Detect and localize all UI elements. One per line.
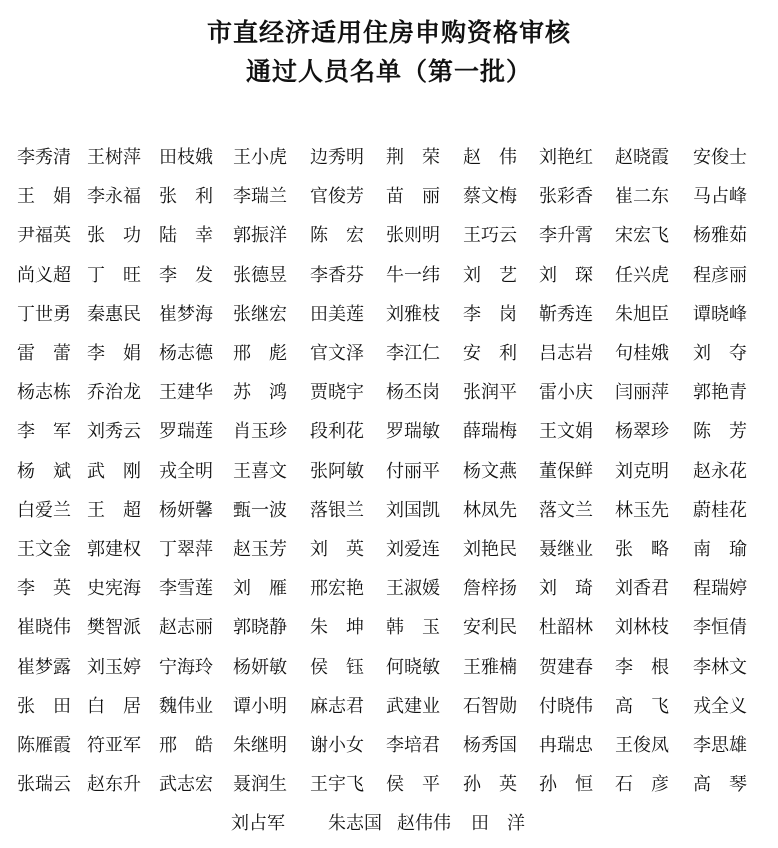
person-name: 王宇飞 <box>310 774 364 796</box>
person-name: 武建业 <box>386 695 440 717</box>
person-name: 郭艳青 <box>693 382 747 404</box>
person-name: 贾晓宇 <box>310 382 364 404</box>
person-name: 蔚桂花 <box>693 499 747 521</box>
person-name: 何晓敏 <box>386 656 440 678</box>
person-name: 付丽平 <box>386 460 440 482</box>
person-name: 孙 英 <box>463 774 517 796</box>
person-name: 武志宏 <box>159 774 213 796</box>
person-name: 武 刚 <box>87 460 141 482</box>
person-name: 薛瑞梅 <box>463 421 517 443</box>
person-name: 付晓伟 <box>539 695 593 717</box>
person-name: 李培君 <box>386 735 440 756</box>
person-name: 麻志君 <box>310 695 364 717</box>
person-name: 段利花 <box>310 421 364 443</box>
person-name: 崔晓伟 <box>17 617 71 639</box>
person-name: 符亚军 <box>87 735 141 756</box>
person-name: 贺建春 <box>539 656 593 678</box>
person-name: 詹梓扬 <box>463 578 517 600</box>
person-name: 刘 艺 <box>463 264 517 286</box>
person-name: 邢 皓 <box>159 735 213 756</box>
person-name: 郭晓静 <box>233 617 287 639</box>
person-name: 郭建权 <box>87 539 141 560</box>
person-name: 朱 坤 <box>310 617 364 639</box>
person-name: 董保鲜 <box>539 460 593 482</box>
person-name: 崔梦海 <box>159 303 213 325</box>
person-name: 刘香君 <box>615 578 669 600</box>
person-name: 杨 斌 <box>17 460 71 482</box>
person-name: 吕志岩 <box>539 343 593 364</box>
person-name: 丁翠萍 <box>159 539 213 560</box>
person-name: 王小虎 <box>233 147 287 168</box>
name-row <box>0 138 778 177</box>
person-name: 牛一纬 <box>386 264 440 286</box>
person-name: 李香芬 <box>310 264 364 286</box>
person-name: 刘克明 <box>615 460 669 482</box>
name-row <box>0 177 778 216</box>
person-name: 程彦丽 <box>693 264 747 286</box>
person-name: 陈雁霞 <box>17 735 71 756</box>
person-name: 王巧云 <box>463 225 517 247</box>
person-name: 韩 玉 <box>386 617 440 639</box>
person-name: 李恒倩 <box>693 617 747 639</box>
person-name: 赵伟伟 <box>397 813 451 835</box>
person-name: 刘国凯 <box>386 499 440 521</box>
person-name: 高 飞 <box>615 695 669 717</box>
document-title: 市直经济适用住房申购资格审核 <box>206 18 571 47</box>
person-name: 尹福英 <box>17 225 71 247</box>
person-name: 乔治龙 <box>87 382 141 404</box>
person-name: 官俊芳 <box>310 186 364 208</box>
person-name: 杨丕岗 <box>386 382 440 404</box>
person-name: 张 利 <box>159 186 213 208</box>
name-row <box>0 295 778 334</box>
person-name: 句桂娥 <box>615 343 669 364</box>
person-name: 李 英 <box>17 578 71 600</box>
person-name: 王淑媛 <box>386 578 440 600</box>
person-name: 王雅楠 <box>463 656 517 678</box>
person-name: 白 居 <box>87 695 141 717</box>
person-name: 安 利 <box>463 343 517 364</box>
person-name: 刘爱连 <box>386 539 440 560</box>
person-name: 张则明 <box>386 225 440 247</box>
person-name: 刘林枝 <box>615 617 669 639</box>
person-name: 刘 琛 <box>539 264 593 286</box>
person-name: 王俊凤 <box>615 735 669 756</box>
person-name: 冉瑞忠 <box>539 735 593 756</box>
person-name: 张阿敏 <box>310 460 364 482</box>
person-name: 林玉先 <box>615 499 669 521</box>
person-name: 邢宏艳 <box>310 578 364 600</box>
person-name: 侯 钰 <box>310 656 364 678</box>
person-name: 荆 荣 <box>386 147 440 168</box>
name-row <box>0 726 778 765</box>
person-name: 边秀明 <box>310 147 364 168</box>
person-name: 杨志德 <box>159 343 213 364</box>
name-row <box>0 687 778 726</box>
person-name: 刘占军 <box>231 813 285 835</box>
person-name: 苏 鸿 <box>233 382 287 404</box>
person-name: 李瑞兰 <box>233 186 287 208</box>
person-name: 谢小女 <box>310 735 364 756</box>
person-name: 宁海玲 <box>159 656 213 678</box>
person-name: 尚义超 <box>17 264 71 286</box>
person-name: 聂继业 <box>539 539 593 560</box>
person-name: 杨文燕 <box>463 460 517 482</box>
person-name: 陆 幸 <box>159 225 213 247</box>
person-name: 朱旭臣 <box>615 303 669 325</box>
person-name: 甄一波 <box>233 499 287 521</box>
person-name: 杨妍馨 <box>159 499 213 521</box>
person-name: 南 瑜 <box>693 539 747 560</box>
name-row <box>0 334 778 373</box>
person-name: 杨志栋 <box>17 382 71 404</box>
person-name: 李 娟 <box>87 343 141 364</box>
person-name: 宋宏飞 <box>615 225 669 247</box>
person-name: 田 洋 <box>471 813 525 835</box>
person-name: 郭振洋 <box>233 225 287 247</box>
person-name: 秦惠民 <box>87 303 141 325</box>
person-name: 杨妍敏 <box>233 656 287 678</box>
person-name: 任兴虎 <box>615 264 669 286</box>
name-row <box>0 804 778 843</box>
person-name: 张 田 <box>17 695 71 717</box>
person-name: 刘 雁 <box>233 578 287 600</box>
person-name: 孙 恒 <box>539 774 593 796</box>
person-name: 张继宏 <box>233 303 287 325</box>
person-name: 杨雅茹 <box>693 225 747 247</box>
person-name: 聂润生 <box>233 774 287 796</box>
person-name: 罗瑞敏 <box>386 421 440 443</box>
person-name: 赵玉芳 <box>233 539 287 560</box>
person-name: 陈 宏 <box>310 225 364 247</box>
person-name: 李思雄 <box>693 735 747 756</box>
person-name: 张瑞云 <box>17 774 71 796</box>
name-row <box>0 412 778 451</box>
person-name: 丁 旺 <box>87 264 141 286</box>
person-name: 谭小明 <box>233 695 287 717</box>
person-name: 田枝娥 <box>159 147 213 168</box>
person-name: 张 略 <box>615 539 669 560</box>
person-name: 程瑞婷 <box>693 578 747 600</box>
person-name: 李江仁 <box>386 343 440 364</box>
person-name: 官文泽 <box>310 343 364 364</box>
person-name: 刘艳民 <box>463 539 517 560</box>
name-row <box>0 569 778 608</box>
person-name: 樊智派 <box>87 617 141 639</box>
person-name: 赵东升 <box>87 774 141 796</box>
document-subtitle: 通过人员名单（第一批） <box>245 57 532 86</box>
person-name: 陈 芳 <box>693 421 747 443</box>
person-name: 刘 夺 <box>693 343 747 364</box>
person-name: 张 功 <box>87 225 141 247</box>
person-name: 刘艳红 <box>539 147 593 168</box>
person-name: 蔡文梅 <box>463 186 517 208</box>
name-row <box>0 765 778 804</box>
person-name: 崔梦露 <box>17 656 71 678</box>
person-name: 苗 丽 <box>386 186 440 208</box>
name-row <box>0 530 778 569</box>
person-name: 朱继明 <box>233 735 287 756</box>
person-name: 杨秀国 <box>463 735 517 756</box>
name-row <box>0 648 778 687</box>
person-name: 马占峰 <box>693 186 747 208</box>
person-name: 丁世勇 <box>17 303 71 325</box>
person-name: 李升霄 <box>539 225 593 247</box>
person-name: 刘雅枝 <box>386 303 440 325</box>
person-name: 魏伟业 <box>159 695 213 717</box>
person-name: 史宪海 <box>87 578 141 600</box>
person-name: 邢 彪 <box>233 343 287 364</box>
person-name: 杨翠珍 <box>615 421 669 443</box>
person-name: 李 根 <box>615 656 669 678</box>
person-name: 刘秀云 <box>87 421 141 443</box>
person-name: 安利民 <box>463 617 517 639</box>
person-name: 李雪莲 <box>159 578 213 600</box>
person-name: 高 琴 <box>693 774 747 796</box>
person-name: 张彩香 <box>539 186 593 208</box>
person-name: 石智勋 <box>463 695 517 717</box>
person-name: 谭晓峰 <box>693 303 747 325</box>
name-row <box>0 608 778 647</box>
person-name: 李永福 <box>87 186 141 208</box>
person-name: 王文金 <box>17 539 71 560</box>
person-name: 闫丽萍 <box>615 382 669 404</box>
person-name: 落文兰 <box>539 499 593 521</box>
person-name: 侯 平 <box>386 774 440 796</box>
person-name: 戎全明 <box>159 460 213 482</box>
name-row <box>0 491 778 530</box>
person-name: 林凤先 <box>463 499 517 521</box>
person-name: 刘玉婷 <box>87 656 141 678</box>
person-name: 李 岗 <box>463 303 517 325</box>
person-name: 李秀清 <box>17 147 71 168</box>
person-name: 赵志丽 <box>159 617 213 639</box>
person-name: 王建华 <box>159 382 213 404</box>
person-name: 戎全义 <box>693 695 747 717</box>
person-name: 白爱兰 <box>17 499 71 521</box>
name-row <box>0 216 778 255</box>
name-row <box>0 373 778 412</box>
person-name: 王文娟 <box>539 421 593 443</box>
person-name: 肖玉珍 <box>233 421 287 443</box>
name-row <box>0 256 778 295</box>
person-name: 王喜文 <box>233 460 287 482</box>
person-name: 石 彦 <box>615 774 669 796</box>
name-row <box>0 452 778 491</box>
person-name: 李 军 <box>17 421 71 443</box>
person-name: 安俊士 <box>693 147 747 168</box>
person-name: 雷 蕾 <box>17 343 71 364</box>
person-name: 刘 琦 <box>539 578 593 600</box>
person-name: 李林文 <box>693 656 747 678</box>
person-name: 朱志国 <box>328 813 382 835</box>
person-name: 田美莲 <box>310 303 364 325</box>
person-name: 王 娟 <box>17 186 71 208</box>
person-name: 张德昱 <box>233 264 287 286</box>
person-name: 雷小庆 <box>539 382 593 404</box>
person-name: 赵永花 <box>693 460 747 482</box>
person-name: 李 发 <box>159 264 213 286</box>
person-name: 王树萍 <box>87 147 141 168</box>
person-name: 落银兰 <box>310 499 364 521</box>
person-name: 靳秀连 <box>539 303 593 325</box>
person-name: 赵 伟 <box>463 147 517 168</box>
person-name: 杜韶林 <box>539 617 593 639</box>
person-name: 刘 英 <box>310 539 364 560</box>
person-name: 崔二东 <box>615 186 669 208</box>
person-name: 罗瑞莲 <box>159 421 213 443</box>
person-name: 赵晓霞 <box>615 147 669 168</box>
person-name: 张润平 <box>463 382 517 404</box>
person-name: 王 超 <box>87 499 141 521</box>
